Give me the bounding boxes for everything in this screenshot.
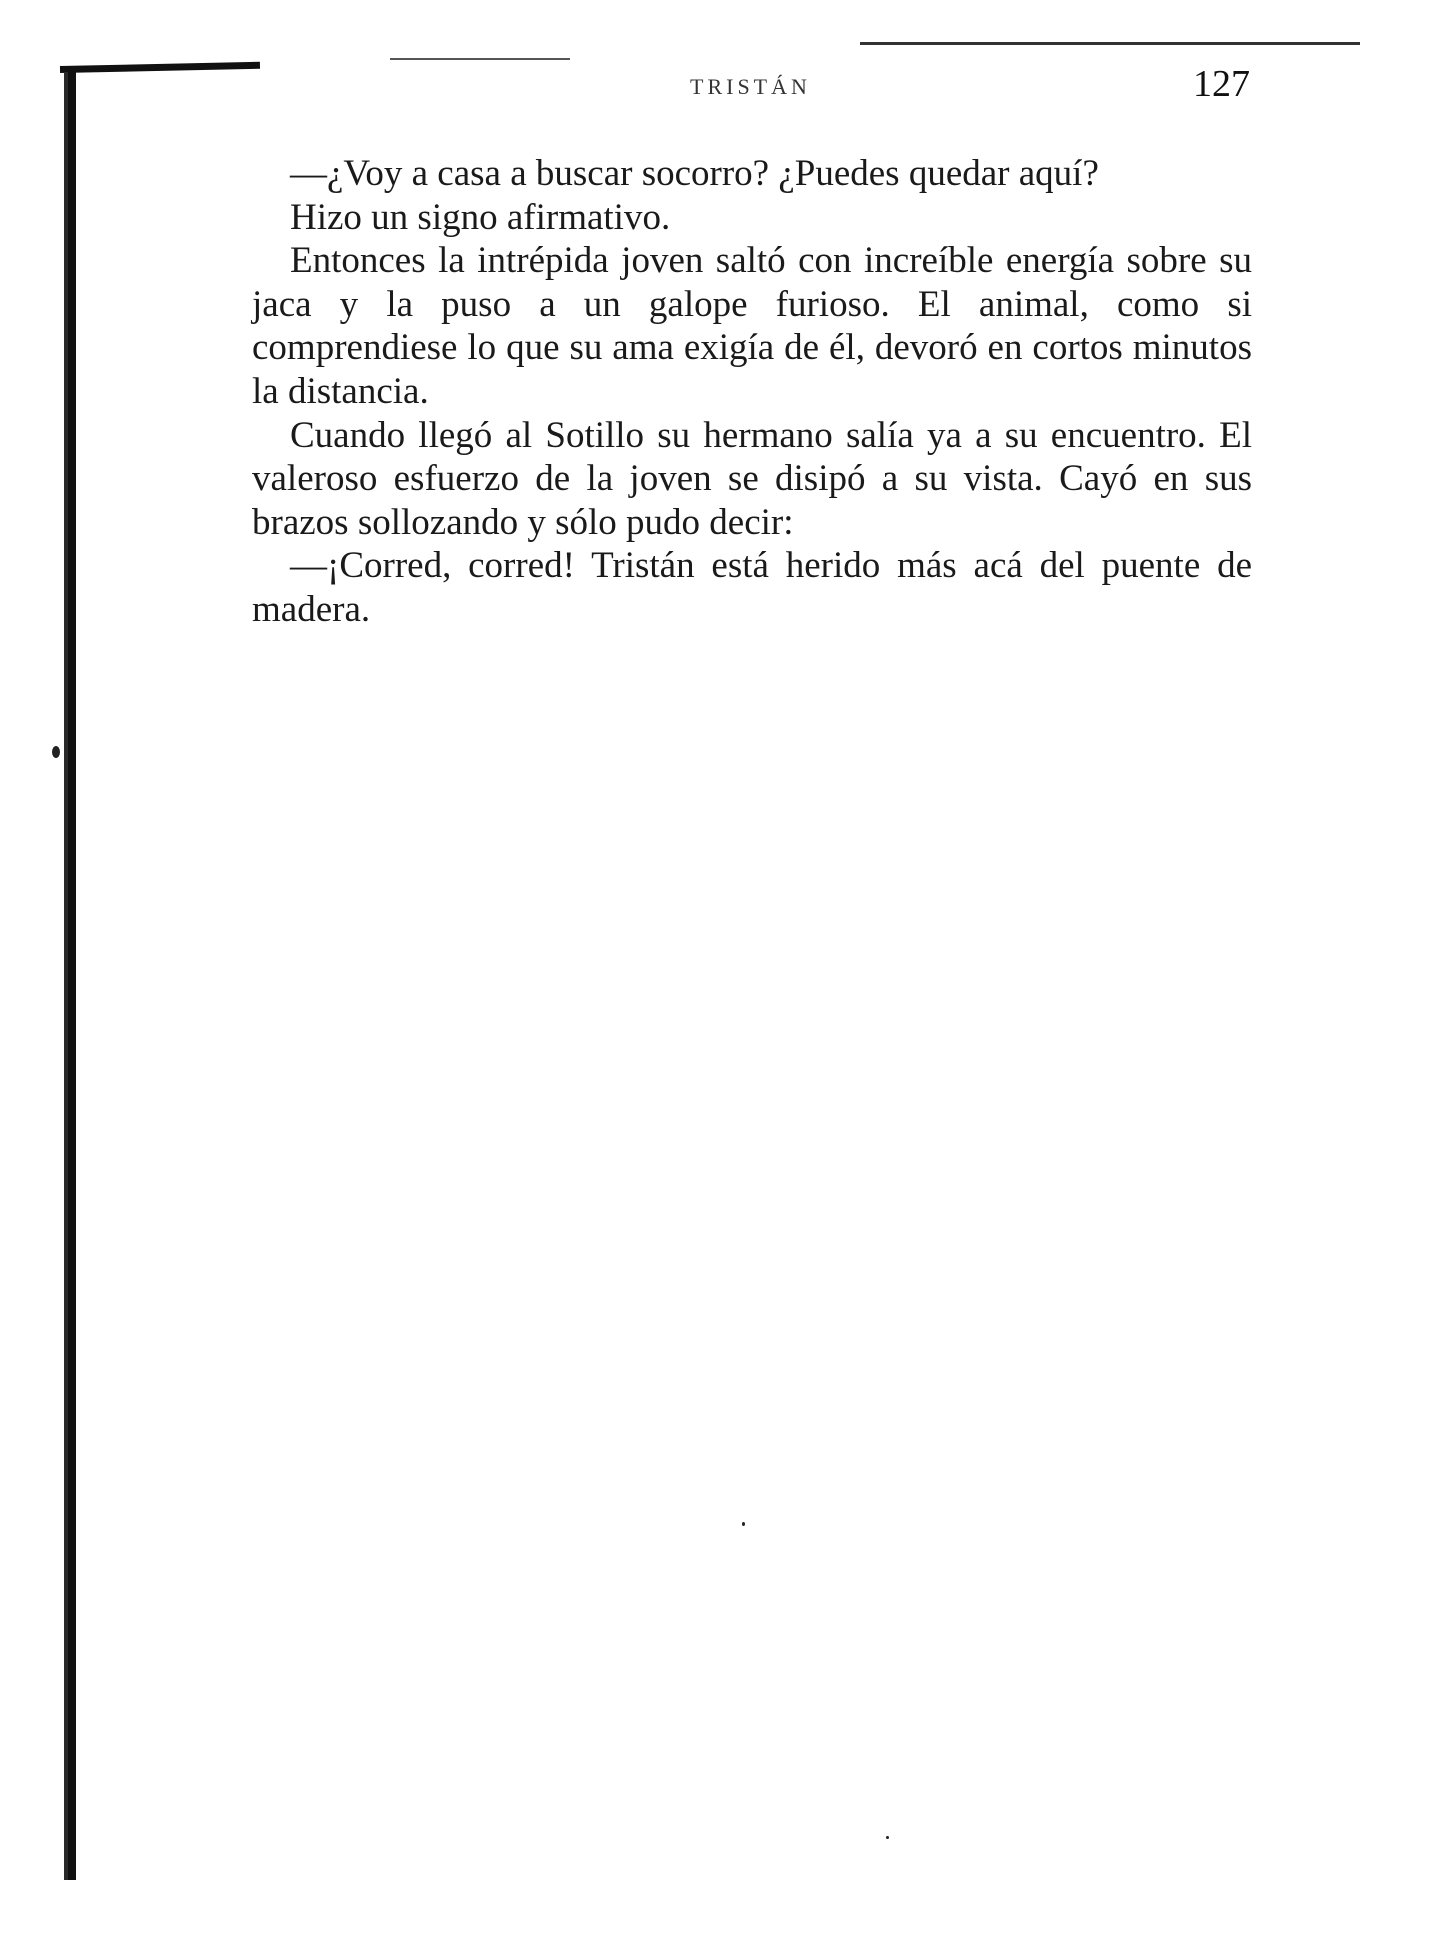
paragraph: Cuando llegó al Sotillo su hermano salía ya a su encuentro. El valeroso esfuerzo de la joven se disipó a su vista. Cayó en sus brazos sollozando y sólo pudo decir: xyxy=(252,414,1252,543)
paragraph: Entonces la intrépida joven saltó con increíble energía sobre su jaca y la puso a un galope furioso. El animal, como si comprendiese lo que su ama exigía de él, devoró en cortos minutos la distancia. xyxy=(252,240,1252,412)
scan-speck xyxy=(52,746,60,758)
body-text xyxy=(252,152,1252,632)
paragraph: —¡Corred, corred! Tristán está herido más acá del puente de madera. xyxy=(252,545,1252,630)
running-title: TRISTÁN xyxy=(690,74,811,99)
page-number: 127 xyxy=(1193,63,1250,105)
scan-speck xyxy=(742,1522,745,1526)
paragraph: Hizo un signo afirmativo. xyxy=(290,196,671,238)
scan-edge-left xyxy=(68,72,76,1880)
scan-edge-top xyxy=(60,62,260,73)
scan-top-rule-right xyxy=(860,42,1360,45)
scan-top-rule xyxy=(390,58,570,60)
paragraph: —¿Voy a casa a buscar socorro? ¿Puedes quedar aquí? xyxy=(290,153,1099,194)
scan-speck xyxy=(886,1836,889,1839)
running-header xyxy=(250,62,1250,112)
